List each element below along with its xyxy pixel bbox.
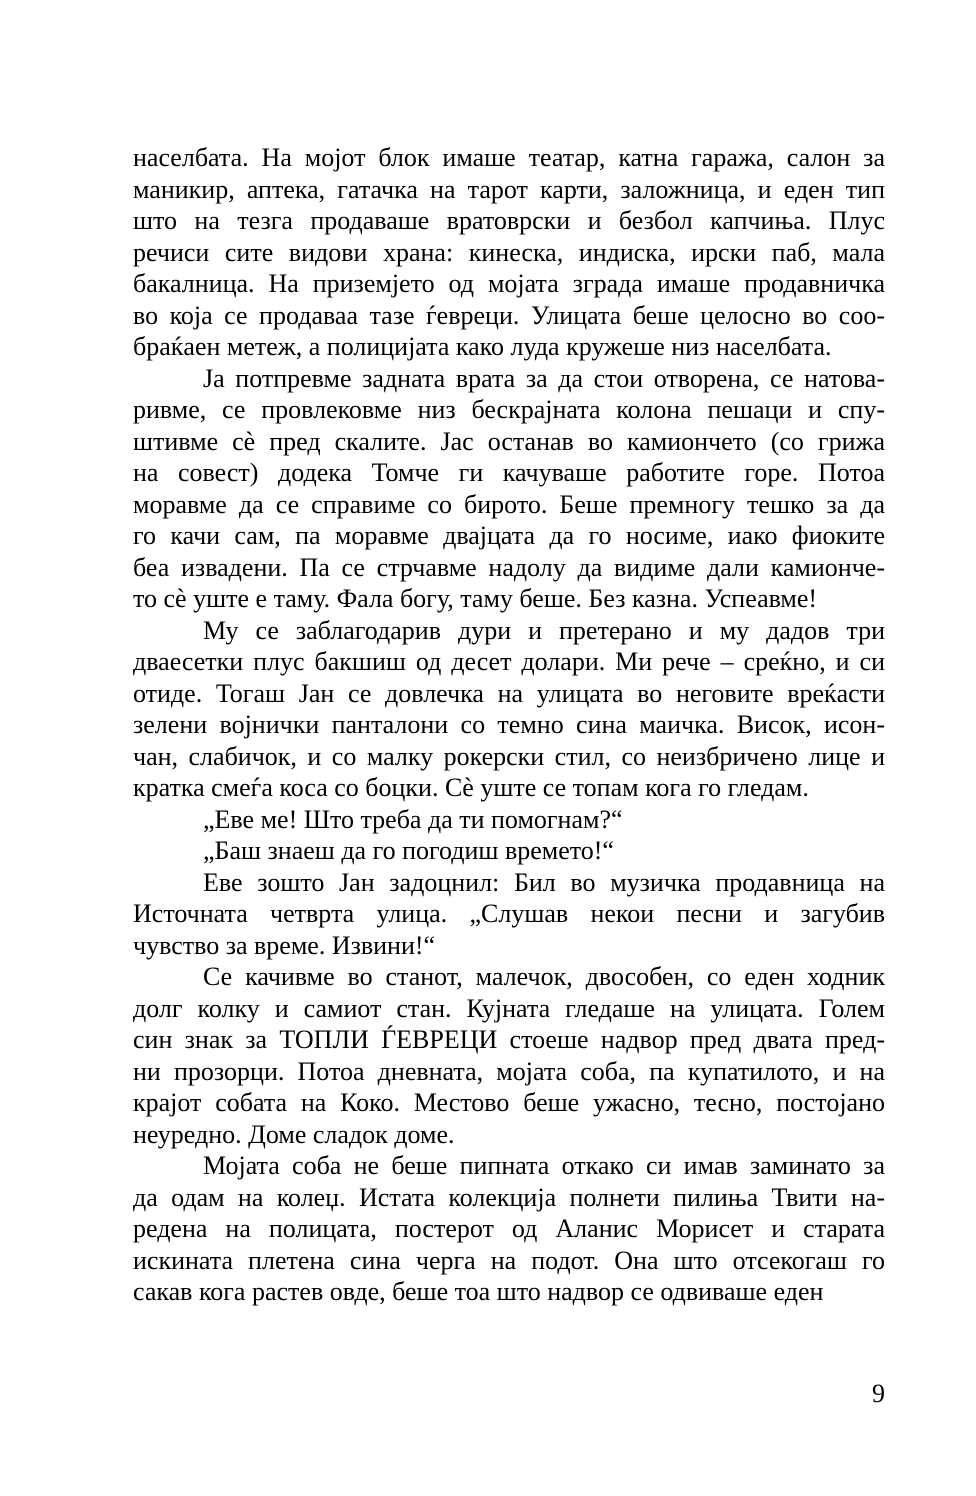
text-line: кратка смеѓа коса со боцки. Сè уште се топам кога го гледам. — [133, 773, 809, 802]
paragraph — [133, 867, 885, 962]
text-line: отиде. Тогаш Јан се довлечка на улицата во неговите вреќасти — [133, 678, 885, 708]
text-line: ривме, се провлековме низ бескрајната колона пешаци и спу- — [133, 395, 885, 424]
text-line: неуредно. Доме сладок доме. — [133, 1119, 455, 1149]
paragraph — [133, 835, 885, 867]
text-line: дваесетки плус бакшиш од десет долари. Ми рече – среќно, и си — [133, 647, 885, 676]
text-line: Источната четврта улица. „Слушав некои песни и загубив — [133, 899, 885, 928]
text-line: го качи сам, па моравме двајцата да го носиме, иако фиоките — [133, 521, 885, 550]
text-line: штивме сè пред скалите. Јас останав во камиончето (со грижа — [133, 426, 885, 456]
text-line: Еве зошто Јан задоцнил: Бил во музичка продавница на — [203, 867, 885, 897]
text-line: моравме да се справиме со бирото. Беше премногу тешко за да — [133, 489, 885, 519]
paragraph — [133, 615, 885, 804]
text-line: беа извадени. Па се стрчавме надолу да видиме дали камионче- — [133, 552, 885, 582]
text-line: речиси сите видови храна: кинеска, индиска, ирски паб, мала — [133, 237, 885, 267]
paragraph — [133, 961, 885, 1150]
text-line: маникир, аптека, гатачка на тарот карти, заложница, и еден тип — [133, 174, 885, 204]
text-line: „Еве ме! Што треба да ти помогнам?“ — [203, 804, 623, 834]
text-line: зелени војнички панталони со темно сина маичка. Висок, исон- — [133, 710, 885, 739]
text-line: Ја потпревме задната врата за да стои отворена, се натова- — [203, 363, 885, 393]
text-line: населбата. На мојот блок имаше театар, катна гаража, салон за — [133, 143, 885, 172]
text-line: сакав кога растев овде, беше тоа што надвор се одвиваше еден — [133, 1277, 824, 1306]
text-line: то сè уште е таму. Фала богу, таму беше. Без казна. Успеавме! — [133, 584, 818, 613]
text-line: крајот собата на Коко. Местово беше ужасно, тесно, постојано — [133, 1088, 885, 1117]
text-line: „Баш знаеш да го погодиш времето!“ — [203, 836, 614, 865]
text-line: што на тезга продаваше вратоврски и безбол капчиња. Плус — [133, 206, 885, 235]
paragraph — [133, 1150, 885, 1308]
text-line: да одам на колеџ. Истата колекција полнети пилиња Твити на- — [133, 1182, 885, 1212]
text-line: Му се заблагодарив дури и претерано и му дадов три — [203, 615, 885, 645]
text-line: браќаен метеж, а полицијата како луда кружеше низ населбата. — [133, 332, 832, 361]
text-line: ни прозорци. Потоа дневната, мојата соба, па купатилото, и на — [133, 1056, 885, 1086]
text-line: Мојата соба не беше пипната откако си имав заминато за — [203, 1151, 885, 1180]
text-line: во која се продаваа тазе ѓевреци. Улицата беше целосно во соо- — [133, 300, 885, 330]
text-line: долг колку и самиот стан. Кујната гледаше на улицата. Голем — [133, 993, 885, 1023]
text-line: син знак за ТОПЛИ ЃЕВРЕЦИ стоеше надвор пред двата пред- — [133, 1025, 885, 1054]
text-line: чан, слабичок, и со малку рокерски стил, со неизбричено лице и — [133, 741, 885, 771]
text-line: на совест) додека Томче ги качуваше работите горе. Потоа — [133, 458, 885, 487]
text-line: Се качивме во станот, малечок, двособен, со еден ходник — [203, 962, 885, 991]
text-block — [133, 142, 885, 1308]
paragraph — [133, 804, 885, 836]
text-line: бакалница. На приземјето од мојата зграда имаше продавничка — [133, 269, 885, 298]
text-line: искината плетена сина черга на подот. Она што отсекогаш го — [133, 1245, 885, 1275]
page-number: 9 — [872, 1379, 885, 1408]
text-line: чувство за време. Извини!“ — [133, 930, 436, 960]
text-line: редена на полицата, постерот од Аланис Морисет и старата — [133, 1214, 885, 1243]
paragraph — [133, 363, 885, 615]
paragraph — [133, 142, 885, 363]
